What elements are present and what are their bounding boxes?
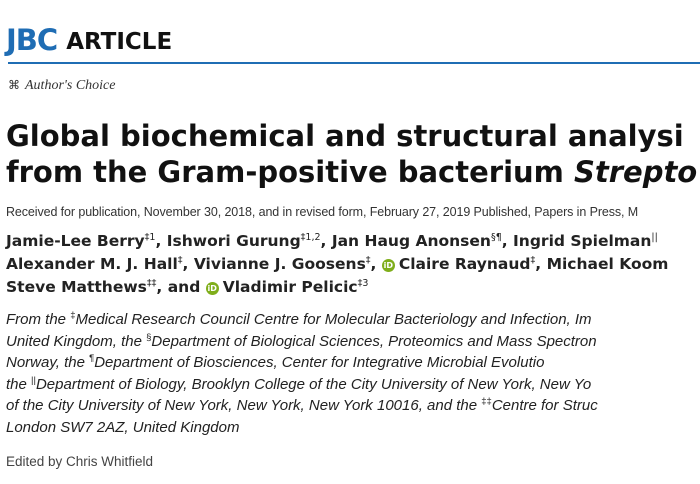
author-name[interactable]: Ingrid Spielman [513,232,652,250]
article-title [6,118,700,190]
authors-choice-text: Author's Choice [25,78,116,93]
authors-choice-label[interactable] [8,78,116,94]
affiliation-marker: ‡ [70,310,76,321]
author-conjunction: and [167,278,201,296]
affiliation-line [6,331,598,353]
affiliation-text: Department of Biosciences, Center for Integrative Microbial Evolutio [94,354,545,371]
title-line-2-text: from the Gram-positive bacterium [6,155,574,189]
author-line-1 [6,230,668,253]
author-name[interactable]: Jamie-Lee Berry [6,232,145,250]
author-separator: , [156,278,163,296]
authors-choice-icon: ⌘ [8,78,20,92]
affiliation-line [6,309,598,331]
author-affil-marker: §¶ [490,231,502,243]
editor-credit: Edited by Chris Whitfield [6,454,154,469]
affiliation-line [6,374,598,396]
author-name[interactable]: Steve Matthews [6,278,147,296]
header-divider [8,62,700,64]
author-name[interactable]: Alexander M. J. Hall [6,255,178,273]
orcid-icon[interactable]: iD [383,261,394,270]
author-separator: , [501,232,508,250]
author-affil-marker: ‡1,2 [300,231,321,243]
affiliation-text: Norway, the [6,354,90,371]
article-type-label: ARTICLE [66,29,173,55]
author-list [6,230,668,299]
orcid-icon[interactable]: iD [207,284,217,293]
affiliation-line: London SW7 2AZ, United Kingdom [6,418,240,436]
author-separator: , [320,232,327,250]
affiliation-marker: ¶ [89,353,95,364]
author-affil-marker: ‡ [177,254,183,266]
author-separator: , [535,255,542,273]
affiliation-marker: || [31,374,36,386]
author-separator: , [370,255,377,273]
author-separator: , [182,255,189,273]
affiliations [6,309,598,438]
affiliation-text: Department of Biological Sciences, Proteomics and Mass Spectron [151,332,597,350]
affiliation-marker: § [146,331,152,343]
affiliation-marker: ‡‡ [481,396,492,407]
author-name[interactable]: Vladimir Pelicic [222,278,358,296]
author-affil-marker: ‡1 [144,231,156,243]
title-line-1: Global biochemical and structural analysi [6,119,684,153]
author-affil-marker: || [651,231,658,243]
author-affil-marker: ‡3 [357,277,369,289]
author-separator: , [155,232,162,250]
jbc-logo[interactable]: JBC [6,23,58,57]
affiliation-text: United Kingdom, the [6,332,147,350]
author-name[interactable]: Vivianne J. Goosens [193,255,366,273]
author-affil-marker: ‡‡ [146,277,157,289]
affiliation-line [6,352,598,374]
title-species-italic: Strepto [573,155,698,189]
author-name[interactable]: Michael Koom [546,255,669,273]
author-name[interactable]: Jan Haug Anonsen [331,232,491,250]
affiliation-text: From the [6,311,71,328]
publication-dates: Received for publication, November 30, 2018, and in revised form, February 27, 2019 Published, Papers in Press, M [6,205,639,219]
affiliation-text: of the City University of New York, New York, New York 10016, and the [6,397,482,414]
author-line-3 [6,276,668,299]
journal-header [6,23,173,57]
author-name[interactable]: Claire Raynaud [398,255,531,273]
author-affil-marker: ‡ [365,254,371,266]
affiliation-text: Department of Biology, Brooklyn College of the City University of New York, New Yo [35,375,592,393]
author-line-2 [6,253,668,276]
author-name[interactable]: Ishwori Gurung [166,232,301,250]
affiliation-text: Centre for Struc [491,397,598,414]
affiliation-text: Medical Research Council Centre for Molecular Bacteriology and Infection, Im [75,311,592,328]
author-affil-marker: ‡ [530,254,536,266]
title-line-2 [6,154,700,190]
affiliation-line [6,395,598,417]
affiliation-text: the [6,375,32,393]
